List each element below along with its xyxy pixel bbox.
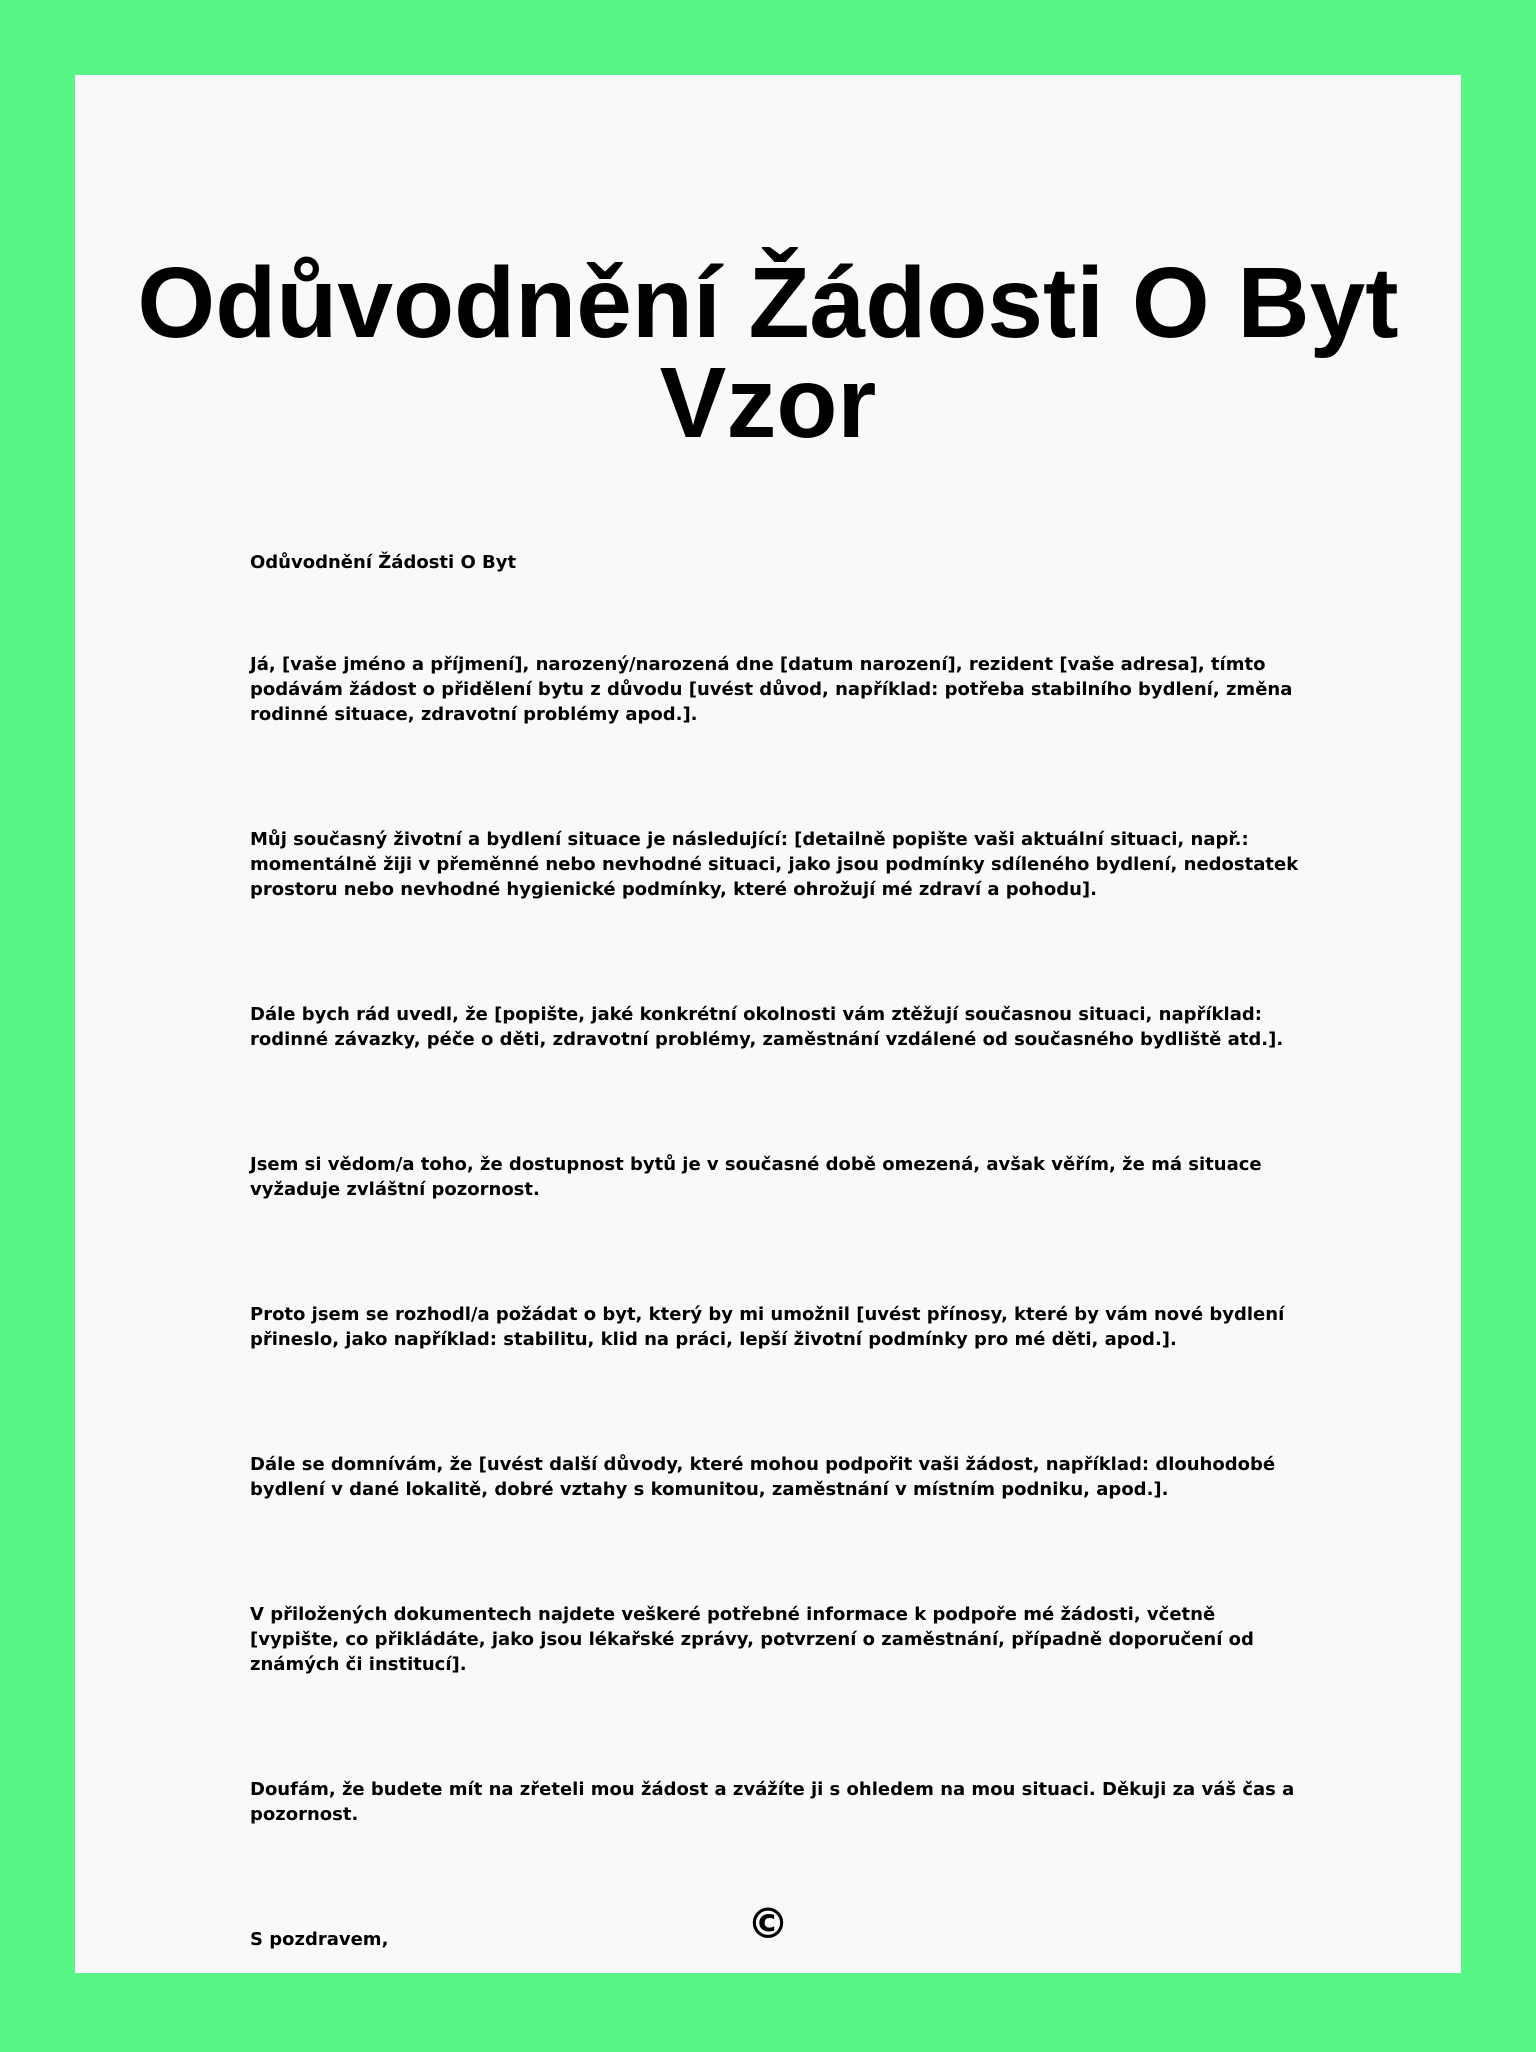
- document-page: [75, 75, 1461, 1973]
- paragraph-6: Dále se domnívám, že [uvést další důvody, které mohou podpořit vaši žádost, například: dlouhodobé bydlení v dané lokalitě, dobré vztahy s komunitou, zaměstnání v místním podniku, apod.].: [250, 1454, 1276, 1500]
- paragraph-1: Já, [vaše jméno a příjmení], narozený/narozená dne [datum narození], rezident [vaše adresa], tímto podávám žádost o přidělení bytu z důvodu [uvést důvod, například: potřeba stabilního bydlení, změna rodinné situace, zdravotní problémy apod.].: [250, 654, 1293, 725]
- document-heading: Odůvodnění Žádosti O Byt: [250, 552, 517, 573]
- paragraph-8: Doufám, že budete mít na zřeteli mou žádost a zvážíte ji s ohledem na mou situaci. Děkuji za váš čas a pozornost.: [250, 1779, 1295, 1825]
- paragraph-7: V přiložených dokumentech najdete veškeré potřebné informace k podpoře mé žádosti, včetně [vypište, co přikládáte, jako jsou lékařské zprávy, potvrzení o zaměstnání, případně doporučení od známých či institucí].: [250, 1604, 1254, 1675]
- paragraph-3: Dále bych rád uvedl, že [popište, jaké konkrétní okolnosti vám ztěžují současnou situaci, například: rodinné závazky, péče o děti, zdravotní problémy, zaměstnání vzdálené od současného bydliště atd.].: [250, 1004, 1284, 1050]
- paragraph-4: Jsem si vědom/a toho, že dostupnost bytů je v současné době omezená, avšak věřím, že má situace vyžaduje zvláštní pozornost.: [250, 1154, 1262, 1200]
- paragraph-2: Můj současný životní a bydlení situace je následující: [detailně popište vaši aktuální situaci, např.: momentálně žiji v přeměnné nebo nevhodné situaci, jako jsou podmínky sdíleného bydlení, nedostatek prostoru nebo nevhodné hygienické podmínky, které ohrožují mé zdraví a pohodu].: [250, 829, 1299, 900]
- closing-line: S pozdravem,: [250, 1929, 389, 1950]
- paragraph-5: Proto jsem se rozhodl/a požádat o byt, který by mi umožnil [uvést přínosy, které by vám nové bydlení přineslo, jako například: stabilitu, klid na práci, lepší životní podmínky pro mé děti, apod.].: [250, 1304, 1285, 1350]
- document-body: [250, 550, 1310, 2052]
- page-title: Odůvodnění Žádosti O Byt Vzor: [137, 247, 1399, 459]
- copyright-icon: ©: [747, 1899, 789, 1948]
